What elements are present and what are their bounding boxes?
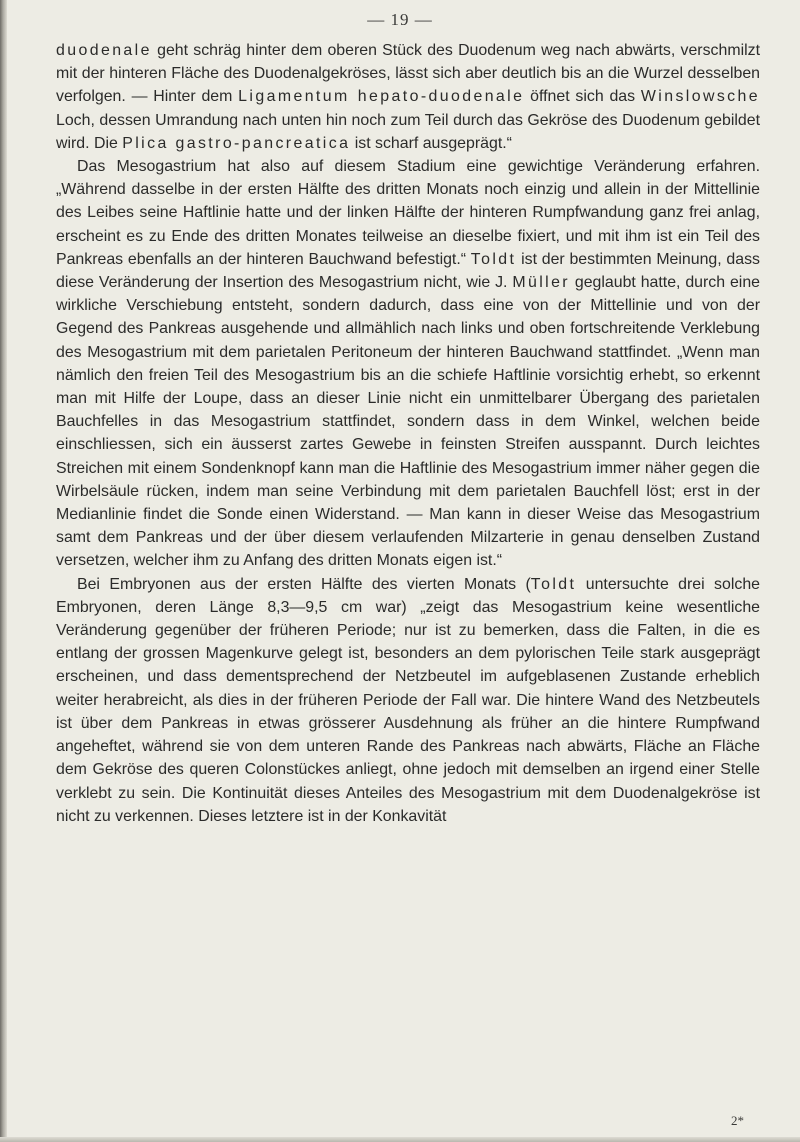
paragraph-2 (56, 155, 760, 573)
spaced-term: Plica gastro-pancreatica (122, 134, 351, 152)
text-run: geglaubt hatte, durch eine wirkliche Verschiebung entsteht, sondern dadurch, dass eine von der Mittellinie und von der Gegend des Pankreas ausgehende und allmählich nach links und oben fortschreitende Verklebung des Mesogastrium mit dem parietalen Peritoneum der hinteren Bauchwand stattfindet. „Wenn man nämlich den freien Teil des Mesogastrium bis an die schiefe Haftlinie vorsichtig erhebt, so erkennt man mit Hilfe der Loupe, dass an dieser Linie nicht ein unmittelbarer Übergang des parietalen Bauchfelles in das Mesogastrium stattfindet, sondern dass in dem Winkel, welchen beide einschliessen, sich ein äusserst zartes Gewebe in feinsten Streifen ausspannt. Durch leichtes Streichen mit einem Sondenknopf kann man die Haftlinie des Mesogastrium immer näher gegen die Wirbelsäule rücken, indem man seine Verbindung mit dem parietalen Bauchfell löst; erst in der Medianlinie findet die Sonde einen Widerstand. — Man kann in dieser Weise das Mesogastrium samt dem Pankreas und der über diesem verlaufenden Milzarterie in genau denselben Zustand versetzen, welcher ihm zu Anfang des dritten Monats eigen ist.“ (56, 274, 760, 570)
text-run: Das Mesogastrium hat also auf diesem Stadium eine gewichtige Veränderung erfahren. „Während dasselbe in der ersten Hälfte des dritten Monats noch einzig und allein in der Mittellinie des Leibes seine Haftlinie hatte und der linken Hälfte der hinteren Rumpfwandung ganz frei anlag, erscheint es zu Ende des dritten Monates teilweise an dieselbe fixiert, und mit ihm ist ein Teil des Pankreas ebenfalls an der hinteren Bauchwand befestigt.“ (56, 158, 760, 268)
page-left-edge (0, 0, 7, 1142)
spaced-term: Winslowsche (640, 88, 760, 106)
page-bottom-edge (0, 1137, 800, 1142)
paragraph-1 (56, 39, 760, 155)
spaced-term: Müller (512, 274, 570, 292)
paragraph-3 (56, 573, 760, 828)
text-run: Bei Embryonen aus der ersten Hälfte des vierten Monats ( (77, 575, 531, 593)
text-run: öffnet sich das (524, 88, 641, 106)
text-run: Loch, dessen Umrandung nach unten hin noch zum Teil durch das Gekröse des Duodenum gebildet wird. Die (56, 111, 760, 152)
text-run: ist scharf ausgeprägt.“ (350, 134, 512, 152)
spaced-term: Toldt (530, 575, 577, 593)
page-number: — 19 — (367, 10, 433, 29)
spaced-term: duodenale (56, 42, 152, 59)
text-run: geht schräg hinter dem oberen Stück des Duodenum weg nach abwärts, verschmilzt mit der hinteren Fläche des Duodenalgekröses, lässt sich aber deutlich bis an die Wurzel desselben verfolgen. — Hinter dem (56, 42, 760, 106)
spaced-term: Ligamentum hepato-duodenale (238, 88, 525, 106)
text-run: ist der bestimmten Meinung, dass diese Veränderung der Insertion des Mesogastrium nicht, wie J. (56, 250, 760, 292)
text-run: untersuchte drei solche Embryonen, deren Länge 8,3—9,5 cm war) „zeigt das Mesogastrium keine wesentliche Veränderung gegenüber der früheren Periode; nur ist zu bemerken, dass die Falten, in die es entlang der grossen Magenkurve gelegt ist, besonders an dem pylorischen Teile stark ausgeprägt erscheinen, und dass dementsprechend der Netzbeutel im aufgeblasenen Zustande erheblich weiter herabreicht, als dies in der früheren Periode der Fall war. Die hintere Wand des Netzbeutels ist über dem Pankreas in etwas grösserer Ausdehnung als früher an die hintere Rumpfwand angeheftet, während sie von dem unteren Rande des Pankreas nach abwärts, Fläche an Fläche dem Gekröse des queren Colonstückes anliegt, ohne jedoch mit demselben an irgend einer Stelle verklebt zu sein. Die Kontinuität dieses Anteiles des Mesogastrium mit dem Duodenalgekröse ist nicht zu verkennen. Dieses letztere ist in der Konkavität (56, 575, 760, 825)
spaced-term: Toldt (470, 250, 517, 268)
sheet-signature: 2* (731, 1113, 744, 1128)
body-text (56, 39, 760, 828)
